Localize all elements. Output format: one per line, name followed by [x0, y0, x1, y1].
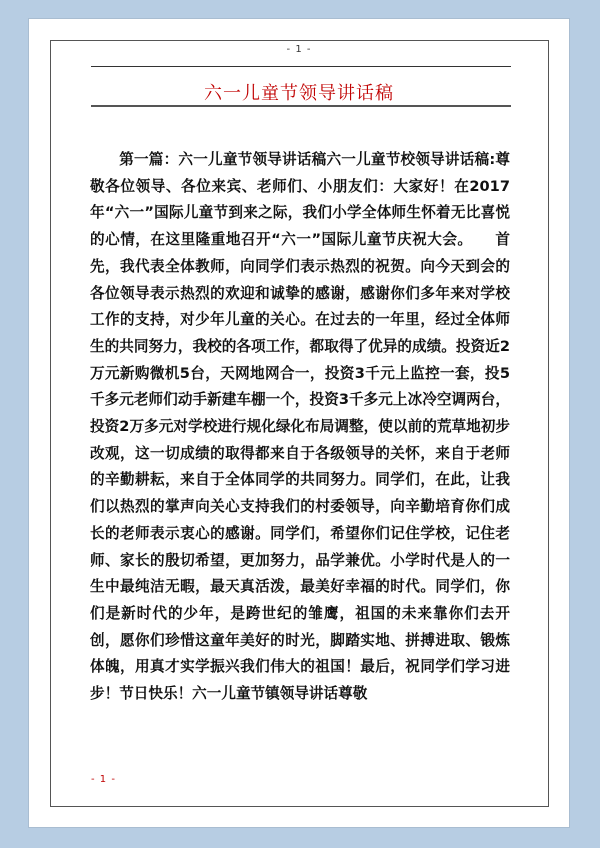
header-rule	[91, 66, 511, 67]
document-page	[29, 19, 569, 827]
page-number-footer: - 1 -	[91, 774, 116, 785]
body-paragraph: 第一篇：六一儿童节领导讲话稿六一儿童节校领导讲话稿:尊敬各位领导、各位来宾、老师们、小朋友们：大家好！在2017年“六一”国际儿童节到来之际，我们小学全体师生怀着无比喜悦的心情，在这里隆重地召开“六一”国际儿童节庆祝大会。 首先，我代表全体教师，向同学们表示热烈的祝贺。向今天到会的各位领导表示热烈的欢迎和诚挚的感谢，感谢你们多年来对学校工作的支持，对少年儿童的关心。在过去的一年里，经过全体师生的共同努力，我校的各项工作，都取得了优异的成绩。投资近2万元新购微机5台，天网地网合一，投资3千元上监控一套，投5千多元老师们动手新建车棚一个，投资3千多元上冰冷空调两台，投资2万多元对学校进行规化绿化布局调整，使以前的荒草地初步改观，这一切成绩的取得都来自于各级领导的关怀，来自于老师的辛勤耕耘，来自于全体同学的共同努力。同学们，在此，让我们以热烈的掌声向关心支持我们的村委领导，向辛勤培育你们成长的老师表示衷心的感谢。同学们，希望你们记住学校，记住老师、家长的殷切希望，更加努力，品学兼优。小学时代是人的一生中最纯洁无暇，最天真活泼，最美好幸福的时代。同学们，你们是新时代的少年，是跨世纪的雏鹰，祖国的未来靠你们去开创，愿你们珍惜这童年美好的时光，脚踏实地、拼搏进取、锻炼体魄，用真才实学振兴我们伟大的祖国！最后，祝同学们学习进步！节日快乐！六一儿童节镇领导讲话尊敬	[90, 151, 510, 703]
title-rule	[91, 105, 511, 107]
page-number-header: - 1 -	[286, 44, 312, 55]
document-title: 六一儿童节领导讲话稿	[204, 83, 394, 104]
